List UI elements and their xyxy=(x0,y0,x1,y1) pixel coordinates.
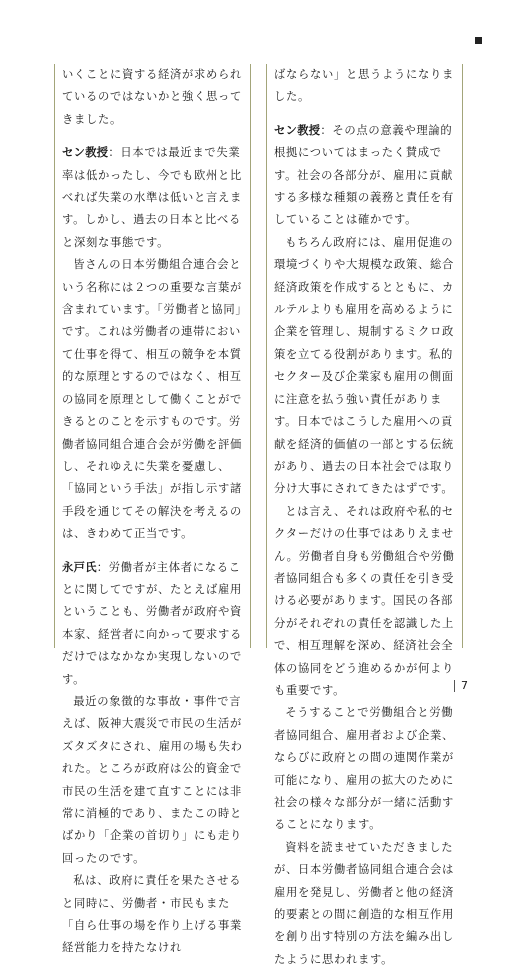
sen-statement-1 xyxy=(62,142,243,254)
speaker-label: セン教授 xyxy=(274,123,321,137)
paragraph-continuation: いくことに資する経済が求められているのではないかと強く思ってきました。 xyxy=(62,68,242,126)
right-text-column xyxy=(266,64,463,966)
nagato-statement xyxy=(62,557,243,691)
speaker-label: セン教授 xyxy=(62,146,109,160)
paragraph: そうすることで労働組合と労働者協同組合、雇用者および企業、ならびに政府との間の連関作業が可能になり、雇用の拡大のために社会の様々な部分が一緒に活動することになります。 xyxy=(274,706,454,832)
paragraph: とは言え、それは政府や私的セクターだけの仕事ではありえません。労働者自身も労働組合や労働者協同組合も多くの責任を引き受ける必要があります。国民の各部分がそれぞれの責任を認識した上で、相互理解を深め、経済社会全体の協同をどう進めるかが何よりも重要です。 xyxy=(274,504,455,697)
statement-text: ：その点の意義や理論的根拠についてはまったく賛成です。社会の各部分が、雇用に貢献する多様な種類の義務と責任を有していることは確かです。 xyxy=(274,123,454,227)
paragraph: 皆さんの日本労働組合連合会という名称には２つの重要な言葉が含まれています。「労働者と協同」です。これは労働者の連帯において仕事を得て、相互の競争を本質的な原理とするのではなく、相互の協同を原理として働くことができるとのことを示すものです。労働者協同組合連合会が労働を評価し、それゆえに失業を憂慮し、「協同という手法」が指し示す諸手段を通じてその解決を考えるのは、きわめて正当です。 xyxy=(62,258,242,541)
sen-statement-2 xyxy=(274,120,455,232)
paragraph: 私は、政府に責任を果たさせると同時に、労働者・市民もまた「自ら仕事の場を作り上げる事業経営能力を持たなけれ xyxy=(62,874,242,955)
paragraph-continuation: ばならない」と思うようになりました。 xyxy=(274,68,454,104)
page-number: 7 xyxy=(454,680,468,692)
paragraph: 資料を読ませていただきましたが、日本労働者協同組合連合会は雇用を発見し、労働者と他の経済的要素との間に創造的な相互作用を創り出す特別の方法を編み出したように思われます。 xyxy=(274,840,454,966)
statement-text: ：日本では最近まで失業率は低かったし、今でも欧州と比べれば失業の水準は低いと言えます。しかし、過去の日本と比べると深刻な事態です。 xyxy=(62,146,242,249)
speaker-label: 永戸氏 xyxy=(62,560,97,574)
statement-text: ：労働者が主体者になることに関してですが、たとえば雇用ということも、労働者が政府や資本家、経営者に向かって要求するだけではなかなか実現しないのです。 xyxy=(62,560,242,686)
paragraph: 最近の象徴的な事故・事件で言えば、阪神大震災で市民の生活がズタズタにされ、雇用の場も失われた。ところが政府は公的資金で市民の生活を建て直すことには非常に消極的であり、またこの時とばかり「企業の首切り」にも走り回ったのです。 xyxy=(62,694,243,865)
corner-square-marker xyxy=(475,37,482,44)
left-text-column xyxy=(54,64,251,955)
paragraph: もちろん政府には、雇用促進の環境づくりや大規模な政策、総合経済政策を作成するとともに、カルテルよりも雇用を高めるように企業を管理し、規制するミクロ政策を立てる役割があります。私的セクター及び企業家も雇用の側面に注意を払う強い責任があります。日本ではこうした雇用への貢献を経済的価値の一部とする伝統があり、過去の日本社会では取り分け大事にされてきたはずです。 xyxy=(274,235,454,496)
